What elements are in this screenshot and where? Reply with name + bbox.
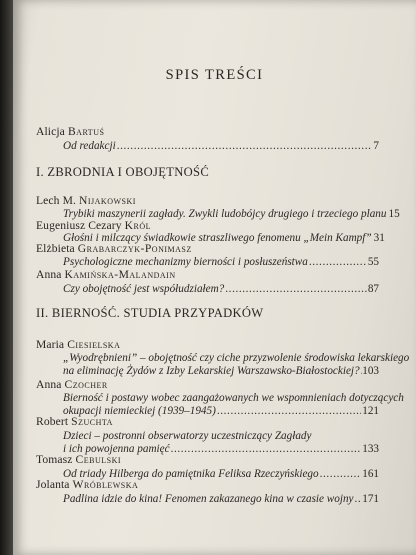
author-line — [36, 268, 176, 281]
page-number: 133 — [362, 443, 379, 455]
part-heading: II. BIERNOŚĆ. STUDIA PRZYPADKÓW — [36, 306, 264, 320]
dot-leader — [225, 283, 367, 295]
author-last-name: Czocher — [64, 378, 108, 391]
chapter-title: Od triady Hilberga do pamiętnika Feliksa Rzeczyńskiego — [63, 468, 319, 480]
page-number: 171 — [362, 493, 379, 505]
toc-entry[interactable] — [63, 140, 379, 152]
chapter-title: Od redakcji — [63, 140, 116, 152]
dot-leader — [320, 468, 362, 480]
author-last-name: Grabarczyk-Ponimasz — [77, 242, 192, 255]
author-last-name: Wróblewska — [72, 478, 139, 491]
chapter-title: na eliminację Żydów z Izby Lekarskiej Warszawsko-Białostockiej? — [63, 365, 360, 377]
author-line — [36, 194, 136, 207]
author-first-name: Elżbieta — [36, 242, 75, 255]
book-gutter — [0, 0, 13, 555]
author-line — [36, 242, 192, 255]
page-number: 103 — [362, 365, 379, 377]
author-last-name: Ciesielska — [67, 338, 121, 351]
author-line — [36, 338, 120, 351]
author-line — [36, 478, 138, 491]
author-last-name: Szuchta — [71, 415, 113, 428]
toc-entry[interactable] — [63, 493, 379, 505]
author-last-name: Nijakowski — [78, 194, 136, 207]
part-heading: I. ZBRODNIA I OBOJĘTNOŚĆ — [36, 165, 210, 179]
author-first-name: Lech M. — [36, 194, 76, 207]
page-number: 161 — [362, 468, 379, 480]
author-first-name: Tomasz — [36, 453, 73, 466]
page-number: 15 — [388, 208, 400, 220]
toc-entry[interactable] — [63, 283, 379, 295]
chapter-title: Psychologiczne mechanizmy bierności i posłuszeństwa — [63, 256, 308, 268]
chapter-title: Głośni i milczący świadkowie straszliwego fenomenu „Mein Kampf” — [63, 232, 372, 244]
author-line — [36, 219, 151, 232]
author-last-name: Cebulski — [75, 453, 122, 466]
page-number: 7 — [373, 140, 379, 152]
dot-leader — [171, 443, 362, 455]
chapter-title-line: Dzieci – postronni obserwatorzy uczestniczący Zagłady — [63, 430, 312, 442]
page-number: 31 — [373, 232, 385, 244]
author-first-name: Maria — [36, 338, 65, 351]
dot-leader — [217, 405, 361, 417]
toc-entry[interactable] — [63, 256, 379, 268]
chapter-title: Trybiki maszynerii zagłady. Zwykli ludobójcy drugiego i trzeciego planu — [63, 208, 387, 220]
author-line — [36, 415, 113, 428]
dot-leader — [117, 140, 373, 152]
toc-entry[interactable] — [63, 365, 379, 377]
dot-leader — [361, 365, 362, 377]
author-line — [36, 453, 121, 466]
author-last-name: Kamińska-Malandain — [64, 268, 176, 281]
chapter-title: okupacji niemieckiej (1939–1945) — [63, 405, 216, 417]
chapter-title: i ich powojenna pamięć — [63, 443, 170, 455]
chapter-title-line: Bierność i postawy wobec zaangażowanych we wspomnieniach dotyczących — [63, 392, 404, 404]
page-number: 55 — [367, 256, 379, 268]
author-line — [36, 378, 108, 391]
author-first-name: Anna — [36, 378, 62, 391]
chapter-title: Czy obojętność jest współudziałem? — [63, 283, 225, 295]
author-first-name: Eugeniusz Cezary — [36, 219, 122, 232]
contents-page — [13, 0, 416, 555]
chapter-title-line: „Wyodrębnieni” – obojętność czy ciche przyzwolenie środowiska lekarskiego — [63, 352, 410, 364]
page-number: 87 — [367, 283, 379, 295]
dot-leader — [309, 256, 367, 268]
author-last-name: Bartuś — [67, 125, 105, 138]
page-title: SPIS TREŚCI — [165, 67, 264, 83]
author-first-name: Jolanta — [36, 478, 70, 491]
dot-leader — [355, 493, 362, 505]
author-first-name: Robert — [36, 415, 69, 428]
author-last-name: Król — [124, 219, 151, 232]
chapter-title: Padlina idzie do kina! Fenomen zakazanego kina w czasie wojny — [63, 493, 354, 505]
page-number: 121 — [362, 405, 379, 417]
author-first-name: Alicja — [36, 125, 65, 138]
author-first-name: Anna — [36, 268, 62, 281]
author-line — [36, 125, 104, 138]
